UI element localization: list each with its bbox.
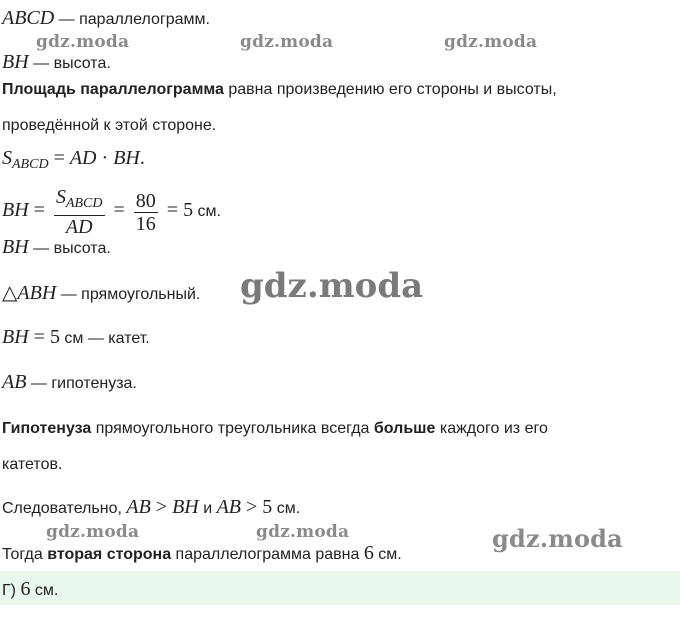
math-bh: BH [2,236,29,258]
watermark: gdz.moda [492,524,623,553]
unit-cm: см. [193,203,221,221]
watermark-large: gdz.moda [240,266,424,306]
unit-cm: см. [272,500,301,517]
line-hypotenuse-rule [2,419,548,439]
math-period: . [139,147,145,169]
line-second-side [2,543,402,565]
text: катетов. [2,456,63,473]
watermark: gdz.moda [36,32,130,52]
math-eq: = [28,199,50,222]
math-sub: ABCD [12,157,49,172]
line-bh-height [2,52,111,74]
math-ab: AB [126,496,151,518]
math-sub: ABCD [65,196,103,211]
bold-term: вторая сторона [47,546,172,563]
math-eq: = [108,199,130,222]
formula-area [2,148,145,175]
text: — гипотенуза. [26,375,137,392]
text: и [198,500,217,517]
text: параллелограмма равна [171,546,364,563]
math-ab: AB [2,371,27,393]
math-eq-5: = 5 [161,199,194,222]
math-bh: BH [113,147,140,169]
watermark: gdz.moda [46,522,140,542]
answer-box [0,571,680,605]
formula-bh [2,186,221,238]
text: — параллелограмм. [54,11,210,28]
math-ad: AD [69,147,97,169]
math-bh: BH [2,199,29,222]
answer-number: 6 [20,578,31,600]
triangle-icon: △ [2,282,18,304]
unit-cm: см. [30,582,59,599]
text: — высота. [28,55,111,72]
fraction-area-over-ad [54,186,105,238]
math-80: 80 [135,189,156,212]
text: — высота. [28,240,111,257]
math-ab: AB [216,496,242,518]
watermark: gdz.moda [444,32,538,52]
math-bh: BH [2,51,29,73]
text: равна произведению его стороны и высоты, [223,81,557,98]
math-eq-5: = 5 [28,326,60,348]
bold-term: Площадь параллелограмма [2,81,224,98]
text: Следовательно, [2,500,127,517]
math-gt-5: > 5 [241,496,273,518]
line-right-triangle [2,283,200,305]
line-bh-leg [2,327,150,349]
line-hypotenuse-rule-cont [2,455,62,475]
watermark: gdz.moda [256,522,350,542]
line-area-rule-cont [2,116,216,136]
answer-line [2,579,58,601]
line-ab-hypotenuse [2,372,137,394]
math-gt: > [150,496,173,518]
bold-term: больше [373,420,436,437]
line-bh-height-2 [2,237,111,259]
math-bh: BH [172,496,199,518]
line-conclusion [2,497,300,519]
text: см — катет. [59,330,150,347]
text: прямоугольного треугольника всегда [91,420,374,437]
unit-cm: см. [373,546,402,563]
math-abh: ABH [17,282,57,304]
math-eq: = [48,147,70,169]
text: — прямоугольный. [56,286,201,303]
math-ad: AD [65,216,93,238]
math-16: 16 [135,212,156,235]
math-6: 6 [363,542,374,564]
text: Тогда [2,546,48,563]
math-abcd: ABCD [2,7,55,29]
line-abcd-parallelogram [2,8,210,30]
text: проведённой к этой стороне. [2,117,217,134]
answer-prefix: Г) [2,582,21,599]
math-bh: BH [2,326,29,348]
line-area-rule [2,80,557,100]
fraction-80-over-16 [134,190,158,235]
watermark: gdz.moda [240,32,334,52]
math-dot: · [96,147,114,169]
text: каждого из его [435,420,548,437]
math-s: S [55,186,66,208]
bold-term: Гипотенуза [2,420,92,437]
math-s: S [2,147,12,169]
